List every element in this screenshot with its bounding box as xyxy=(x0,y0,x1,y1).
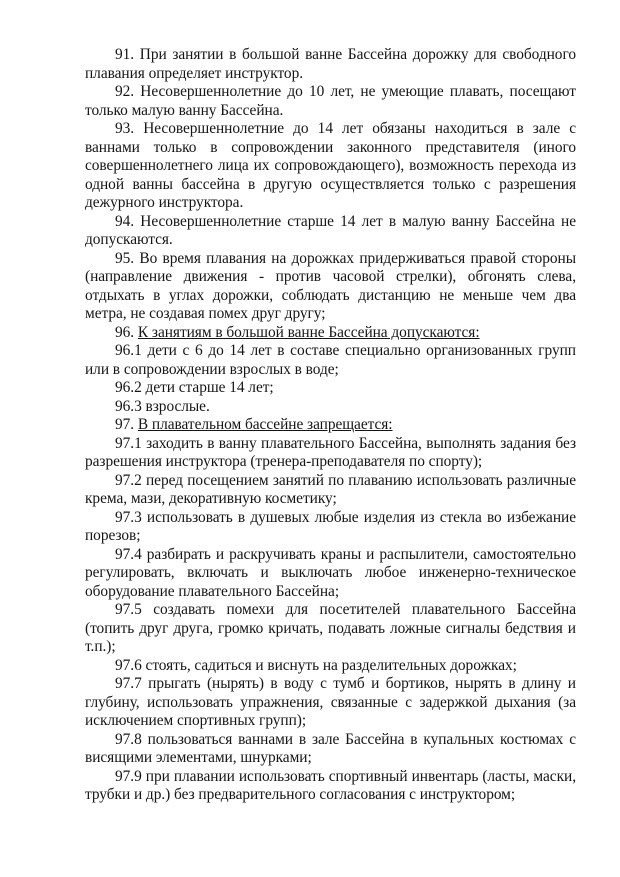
paragraph-97-9: 97.9 при плавании использовать спортивный инвентарь (ласты, маски, трубки и др.) без предварительного согласования с инструктором; xyxy=(85,767,576,803)
paragraph-96-3: 96.3 взрослые. xyxy=(115,397,210,415)
paragraph-93: 93. Несовершеннолетние до 14 лет обязаны находиться в зале с ваннами только в сопровождении законного представителя (иного совершеннолетнего лица их сопровождающего), возможность перехода из одной ванны бассейна в другую осуществляется только с разрешения дежурного инструктора. xyxy=(85,120,576,211)
section-heading-admission: К занятиям в большой ванне Бассейна допускаются: xyxy=(137,323,480,341)
paragraph-97-4: 97.4 разбирать и раскручивать краны и распылители, самостоятельно регулировать, включать и выключать любое инженерно-техническое оборудование плавательного Бассейна; xyxy=(85,545,576,600)
paragraph-97-6: 97.6 стоять, садиться и виснуть на разделительных дорожках; xyxy=(115,656,517,674)
paragraph-96-1: 96.1 дети с 6 до 14 лет в составе специально организованных групп или в сопровождении взрослых в воде; xyxy=(85,342,576,378)
paragraph-97-7: 97.7 прыгать (нырять) в воду с тумб и бортиков, нырять в длину и глубину, использовать упражнения, связанные с задержкой дыхания (за исключением спортивных групп); xyxy=(85,675,576,729)
section-heading-prohibited: В плавательном бассейне запрещается: xyxy=(137,416,393,433)
paragraph-96-2: 96.2 дети старше 14 лет; xyxy=(115,379,274,396)
paragraph-91: 91. При занятии в большой ванне Бассейна дорожку для свободного плавания определяет инструктор. xyxy=(85,46,576,82)
paragraph-97-2: 97.2 перед посещением занятий по плаванию использовать различные крема, мази, декоративную косметику; xyxy=(85,471,576,507)
paragraph-97-1: 97.1 заходить в ванну плавательного Бассейна, выполнять задания без разрешения инструктора (тренера-преподавателя по спорту); xyxy=(85,434,576,470)
paragraph-95: 95. Во время плавания на дорожках придерживаться правой стороны (направление движения - против часовой стрелки), обгонять слева, отдыхать в углах дорожки, соблюдать дистанцию не меньше чем два метра, не создавая помех друг другу; xyxy=(85,249,576,322)
paragraph-97-8: 97.8 пользоваться ваннами в зале Бассейна в купальных костюмах с висящими элементами, шнурками; xyxy=(85,730,576,766)
paragraph-97-3: 97.3 использовать в душевых любые изделия из стекла во избежание порезов; xyxy=(85,508,576,544)
paragraph-92: 92. Несовершеннолетние до 10 лет, не умеющие плавать, посещают только малую ванну Бассейна. xyxy=(85,83,576,119)
paragraph-97-5: 97.5 создавать помехи для посетителей плавательного Бассейна (топить друг друга, громко кричать, подавать ложные сигналы бедствия и т.п.); xyxy=(85,601,576,655)
paragraph-94: 94. Несовершеннолетние старше 14 лет в малую ванну Бассейна не допускаются. xyxy=(85,212,576,248)
paragraph-97: 97. В плавательном бассейне запрещается: xyxy=(115,416,393,433)
paragraph-96: 96. К занятиям в большой ванне Бассейна допускаются: xyxy=(115,323,480,341)
